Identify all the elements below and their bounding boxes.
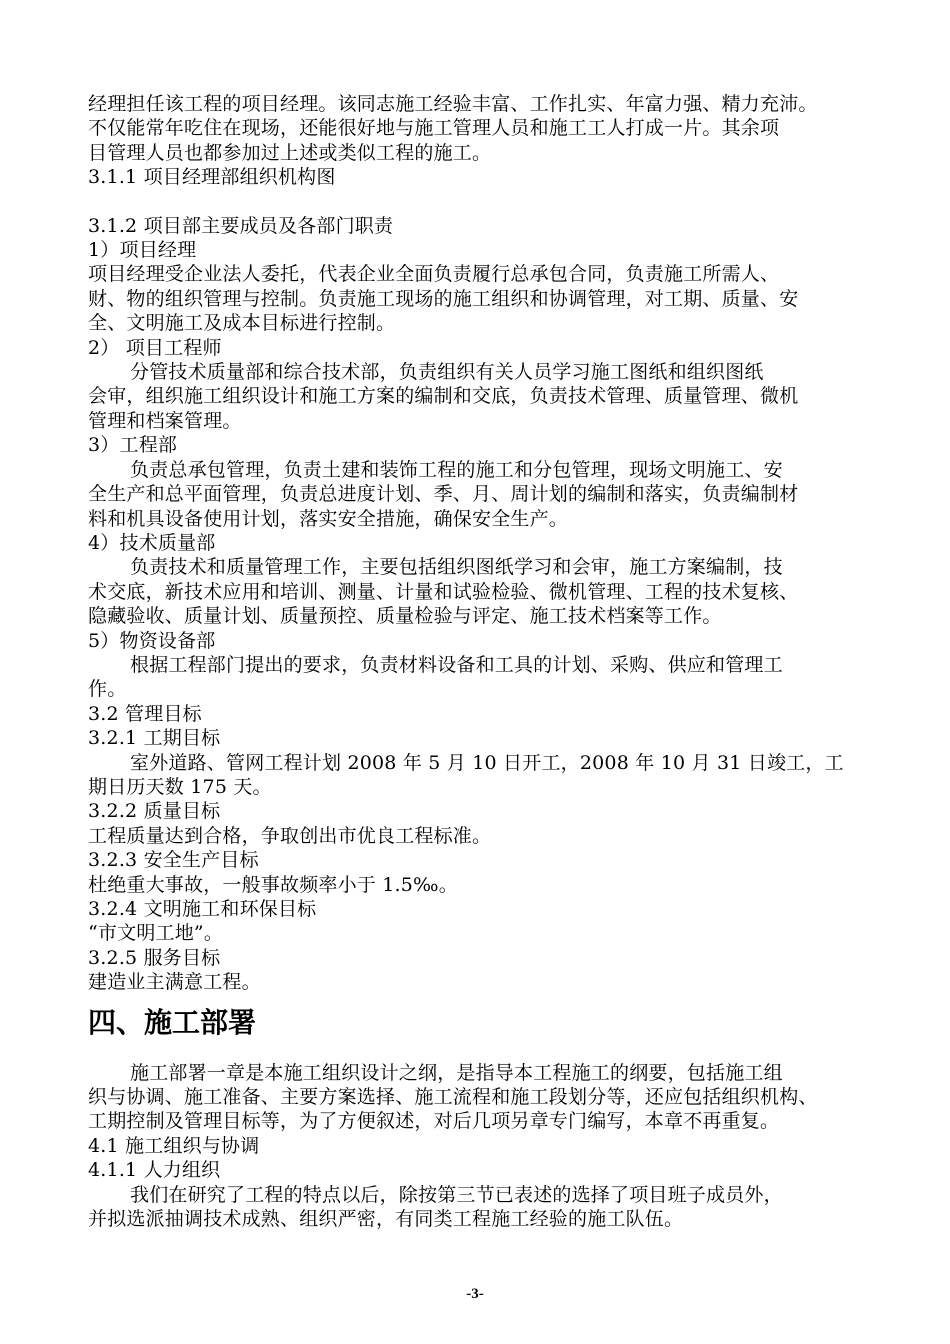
paragraph: 根据工程部门提出的要求，负责材料设备和工具的计划、采购、供应和管理工: [130, 653, 783, 676]
paragraph: 织与协调、施工准备、主要方案选择、施工流程和施工段划分等，还应包括组织机构、: [88, 1086, 818, 1109]
section-heading: 3.1.1 项目经理部组织机构图: [88, 166, 336, 189]
paragraph: 财、物的组织管理与控制。负责施工现场的施工组织和协调管理，对工期、质量、安: [88, 287, 799, 310]
paragraph: 管理和档案管理。: [88, 409, 242, 432]
paragraph: 负责技术和质量管理工作，主要包括组织图纸学习和会审，施工方案编制，技: [130, 556, 783, 579]
paragraph: 我们在研究了工程的特点以后，除按第三节已表述的选择了项目班子成员外，: [130, 1183, 783, 1206]
section-heading: 3.2.2 质量目标: [88, 800, 221, 823]
item-heading: 1）项目经理: [88, 239, 197, 262]
org-chart-placeholder: [88, 190, 888, 214]
paragraph: 作。: [88, 678, 127, 701]
paragraph: 施工部署一章是本施工组织设计之纲，是指导本工程施工的纲要，包括施工组: [130, 1061, 783, 1084]
paragraph: 目管理人员也都参加过上述或类似工程的施工。: [88, 141, 492, 164]
paragraph: 隐藏验收、质量计划、质量预控、质量检验与评定、施工技术档案等工作。: [88, 605, 722, 628]
item-heading: 5）物资设备部: [88, 629, 216, 652]
paragraph: 建造业主满意工程。: [88, 971, 261, 994]
paragraph: 全生产和总平面管理，负责总进度计划、季、月、周计划的编制和落实，负责编制材: [88, 483, 799, 506]
paragraph: 术交底，新技术应用和培训、测量、计量和试验检验、微机管理、工程的技术复核、: [88, 580, 799, 603]
paragraph: 经理担任该工程的项目经理。该同志施工经验丰富、工作扎实、年富力强、精力充沛。: [88, 93, 818, 115]
paragraph: 全、文明施工及成本目标进行控制。: [88, 312, 396, 335]
section-heading: 4.1 施工组织与协调: [88, 1134, 260, 1157]
paragraph: 期日历天数 175 天。: [88, 775, 272, 798]
section-heading: 3.1.2 项目部主要成员及各部门职责: [88, 214, 394, 237]
section-heading: 3.2.3 安全生产目标: [88, 849, 259, 872]
paragraph: 工程质量达到合格，争取创出市优良工程标准。: [88, 824, 492, 847]
paragraph: “市文明工地”。: [88, 922, 224, 945]
paragraph: 不仅能常年吃住在现场，还能很好地与施工管理人员和施工工人打成一片。其余项: [88, 117, 780, 140]
paragraph: 负责总承包管理，负责土建和装饰工程的施工和分包管理，现场文明施工、安: [130, 458, 783, 481]
section-heading: 3.2.5 服务目标: [88, 946, 221, 969]
document-body: [88, 92, 888, 1231]
paragraph: 工期控制及管理目标等，为了方便叙述，对后几项另章专门编写，本章不再重复。: [88, 1110, 780, 1133]
paragraph: 分管技术质量部和综合技术部，负责组织有关人员学习施工图纸和组织图纸: [130, 361, 764, 384]
paragraph: 并拟选派抽调技术成熟、组织严密，有同类工程施工经验的施工队伍。: [88, 1208, 684, 1231]
paragraph: 室外道路、管网工程计划 2008 年 5 月 10 日开工，2008 年 10 月 31 日竣工，工: [130, 751, 844, 774]
section-heading: 3.2 管理目标: [88, 702, 202, 725]
paragraph: 项目经理受企业法人委托，代表企业全面负责履行总承包合同，负责施工所需人、: [88, 263, 780, 286]
item-heading: 4）技术质量部: [88, 531, 216, 554]
paragraph: 杜绝重大事故，一般事故频率小于 1.5‰。: [88, 873, 458, 896]
paragraph: 会审，组织施工组织设计和施工方案的编制和交底，负责技术管理、质量管理、微机: [88, 385, 799, 408]
section-heading: 3.2.1 工期目标: [88, 727, 221, 750]
page-number: -3-: [466, 1286, 484, 1302]
section-heading: 4.1.1 人力组织: [88, 1159, 221, 1182]
item-heading: 2） 项目工程师: [88, 336, 222, 359]
paragraph: 料和机具设备使用计划，落实安全措施，确保安全生产。: [88, 507, 569, 530]
item-heading: 3）工程部: [88, 434, 178, 457]
chapter-heading: 四、施工部署: [88, 1005, 257, 1039]
section-heading: 3.2.4 文明施工和环保目标: [88, 898, 317, 920]
